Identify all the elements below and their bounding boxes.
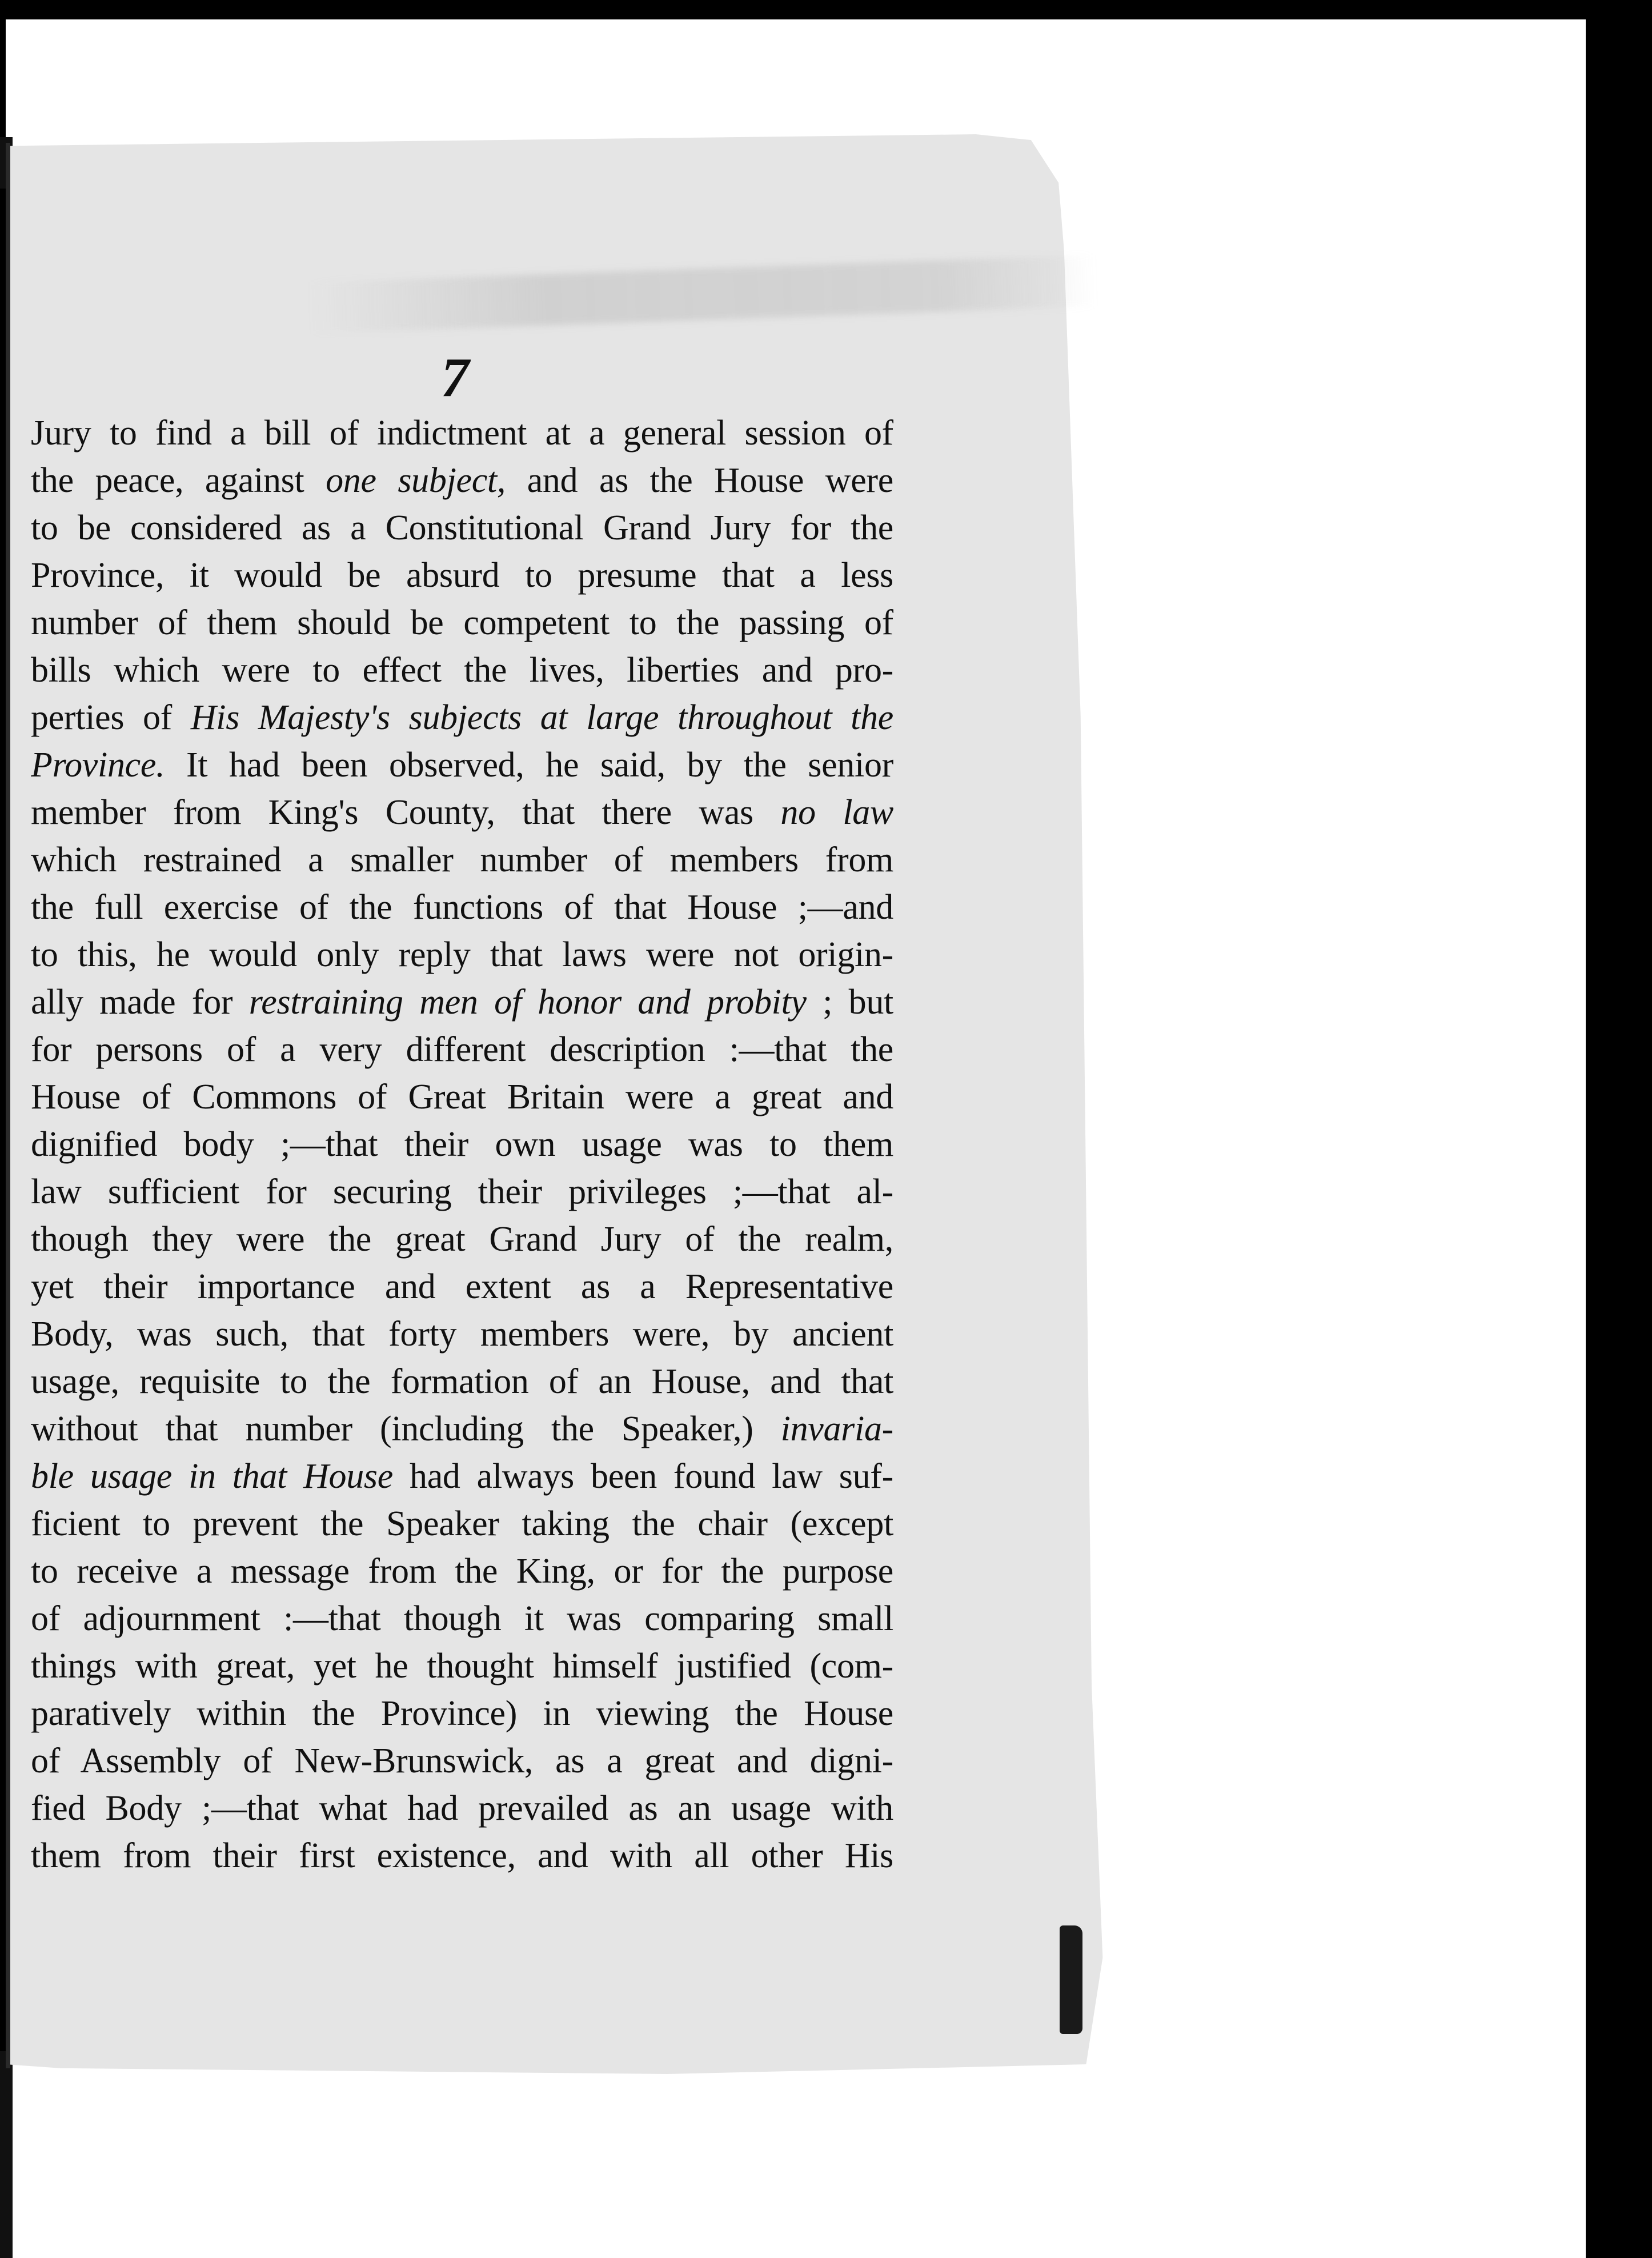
text-line	[31, 1453, 893, 1500]
text-segment: the full exercise of the functions of that House ;—and	[31, 888, 893, 927]
text-segment: Jury to find a bill of indictment at a general session of	[31, 414, 893, 453]
text-line	[31, 1358, 893, 1406]
text-segment: Province, it would be absurd to presume that a less	[31, 556, 893, 595]
text-line	[31, 694, 893, 742]
text-segment: Body, was such, that forty members were, by ancient	[31, 1315, 893, 1354]
text-line	[31, 647, 893, 694]
text-line	[31, 1690, 893, 1737]
text-line	[31, 410, 893, 457]
text-line	[31, 979, 893, 1026]
text-line	[31, 1168, 893, 1216]
text-segment: fied Body ;—that what had prevailed as an usage with	[31, 1789, 893, 1828]
text-segment: though they were the great Grand Jury of the realm,	[31, 1220, 893, 1259]
text-segment: and as the House were	[506, 461, 893, 500]
text-line	[31, 742, 893, 789]
text-segment: number of them should be competent to the passing of	[31, 603, 893, 642]
page-binding-edge	[6, 143, 10, 2068]
italic-text-segment: invaria-	[780, 1410, 893, 1448]
torn-page-corner	[1060, 1925, 1082, 2034]
text-segment: dignified body ;—that their own usage was to them	[31, 1125, 893, 1164]
text-line	[31, 931, 893, 979]
italic-text-segment: one subject,	[326, 461, 506, 500]
text-line	[31, 1026, 893, 1074]
text-segment: House of Commons of Great Britain were a great and	[31, 1078, 893, 1116]
scan-frame-top	[0, 0, 1652, 19]
text-segment: without that number (including the Speaker,)	[31, 1410, 781, 1448]
text-line	[31, 599, 893, 647]
text-segment: bills which were to effect the lives, liberties and pro-	[31, 651, 893, 690]
text-segment: the peace, against	[31, 461, 326, 500]
text-segment: usage, requisite to the formation of an House, and that	[31, 1362, 893, 1401]
text-segment: ; but	[806, 983, 893, 1022]
text-line	[31, 836, 893, 884]
text-segment: perties of	[31, 698, 191, 737]
text-segment: things with great, yet he thought himself justified (com-	[31, 1647, 893, 1686]
text-line	[31, 1311, 893, 1358]
scan-edge-mark	[0, 2051, 13, 2258]
body-text	[31, 410, 893, 1880]
text-line	[31, 1406, 893, 1453]
scan-frame-right	[1586, 0, 1652, 2258]
text-line	[31, 884, 893, 931]
text-line	[31, 1643, 893, 1690]
text-segment: them from their first existence, and with all other His	[31, 1836, 893, 1875]
italic-text-segment: Province.	[31, 746, 165, 784]
text-line	[31, 1595, 893, 1643]
text-line	[31, 1500, 893, 1548]
text-segment: It had been observed, he said, by the senior	[165, 746, 893, 784]
text-segment: member from King's County, that there was	[31, 793, 781, 832]
page-number: 7	[441, 347, 469, 409]
text-segment: which restrained a smaller number of members from	[31, 840, 893, 879]
text-line	[31, 1263, 893, 1311]
text-segment: of adjournment :—that though it was comparing small	[31, 1599, 893, 1638]
text-line	[31, 1074, 893, 1121]
text-segment: to this, he would only reply that laws were not origin-	[31, 935, 893, 974]
scan-frame-left	[0, 0, 6, 2258]
text-line	[31, 1785, 893, 1832]
text-segment: law sufficient for securing their privileges ;—that al-	[31, 1172, 893, 1211]
text-segment: had always been found law suf-	[392, 1457, 893, 1496]
italic-text-segment: His Majesty's subjects at large throughout the	[190, 698, 893, 737]
italic-text-segment: ble usage in that House	[31, 1457, 393, 1496]
text-line	[31, 1121, 893, 1168]
text-line	[31, 1216, 893, 1263]
italic-text-segment: restraining men of honor and probity	[248, 983, 807, 1022]
text-segment: ally made for	[31, 983, 249, 1022]
text-segment: paratively within the Province) in viewing the House	[31, 1694, 893, 1733]
italic-text-segment: no law	[780, 793, 893, 832]
text-segment: ficient to prevent the Speaker taking the chair (except	[31, 1504, 893, 1543]
text-line	[31, 552, 893, 599]
text-line	[31, 1548, 893, 1595]
text-line	[31, 1737, 893, 1785]
text-line	[31, 1832, 893, 1880]
text-line	[31, 457, 893, 505]
text-segment: yet their importance and extent as a Representative	[31, 1267, 893, 1306]
text-segment: for persons of a very different description :—that the	[31, 1030, 893, 1069]
text-segment: to be considered as a Constitutional Grand Jury for the	[31, 509, 893, 547]
text-segment: to receive a message from the King, or for the purpose	[31, 1552, 893, 1591]
text-line	[31, 789, 893, 836]
text-segment: of Assembly of New-Brunswick, as a great and digni-	[31, 1741, 893, 1780]
text-line	[31, 505, 893, 552]
